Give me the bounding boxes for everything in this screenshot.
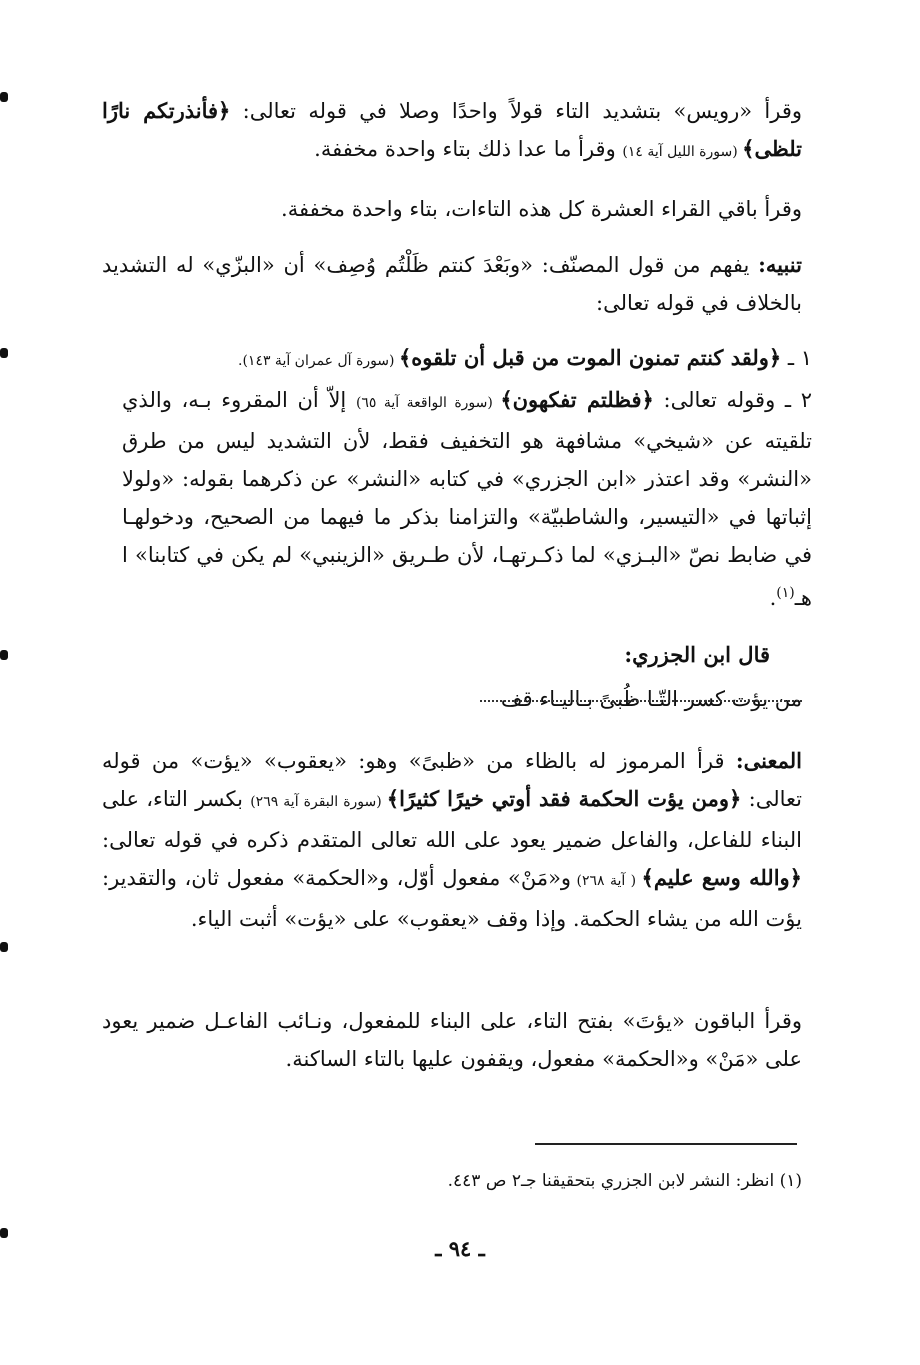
note-text: يفهم من قول المصنّف: «وبَعْدَ كنتم ظَلْتُم وُصِف» أن «البزّي» له التشديد بالخلاف في قوله تعالى:: [102, 253, 802, 315]
p4-text: قرأ المرموز له بالظاء من «ظبىً» وهو: «يعقوب» «يؤت» من قوله تعالى:: [102, 749, 802, 811]
item-text-body: إلاّ أن المقروء بـه، والذي تلقيته عن «شيخي» مشافهة هو التخفيف فقط، لأن التشديد ليس من طرق «النشر» وقد اعتذر «ابن الجزري» في كتابه «النشر» عن ذكرهما بقوله: «ولولا إثباتها في «التيسير، والشاطبيّة» والتزامنا بذكر ما فيهما من الصحيح، ودخولهـا في ضابط نصّ «البـزي» لما ذكـرتهـا، لأن طـريق «الزينبي» لم يكن في كتابنا» ا هـ: [122, 388, 812, 610]
quran-verse: ﴿فأنذرتكم نارًا تلظى﴾: [102, 98, 802, 161]
quran-verse: ﴿ومن يؤت الحكمة فقد أوتي خيرًا كثيرًا﴾: [386, 786, 742, 811]
margin-mark: [0, 92, 8, 102]
list-item-2: [122, 381, 812, 617]
verse-reference: (سورة آل عمران آية ١٤٣).: [238, 353, 399, 369]
footnote-rule: [535, 1143, 797, 1145]
footnote: (١) انظر: النشر لابن الجزري بتحقيقنا جـ٢ ص ٤٤٣.: [447, 1171, 802, 1191]
dotted-line: [480, 700, 802, 702]
verse-reference: (سورة البقرة آية ٢٦٩): [250, 794, 387, 810]
paragraph-1: [102, 92, 802, 171]
paragraph-5: وقرأ الباقون «يؤتَ» بفتح التاء، على البناء للمفعول، ونـائب الفاعـل ضمير يعود على «مَنْ» و«الحكمة» مفعول، ويقفون عليها بالتاء الساكنة.: [102, 1009, 802, 1071]
margin-mark: [0, 1228, 8, 1238]
paragraph-4: [102, 742, 802, 938]
verse-reference: (سورة الليل آية ١٤): [622, 144, 743, 160]
item-number: ١ ـ: [781, 346, 812, 370]
note-label: تنبيه:: [758, 252, 802, 277]
item-number: ٢ ـ: [775, 388, 813, 412]
p4-text-3: و«مَنْ» مفعول أوّل، و«الحكمة» مفعول ثان، والتقدير: يؤت الله من يشاء الحكمة. وإذا وقف «يعقوب» على «يؤت» أثبت الياء.: [102, 866, 802, 931]
meaning-label: المعنى:: [735, 748, 802, 773]
list-item-1: [238, 339, 812, 380]
verse-reference-2: ( آية ٢٦٨): [571, 873, 642, 889]
section-heading: قال ابن الجزري:: [624, 642, 770, 667]
p1-text: وقرأ «رويس» بتشديد التاء قولاً واحدًا وصلا في قوله تعالى:: [230, 99, 802, 123]
margin-mark: [0, 942, 8, 952]
page-number: ـ ٩٤ ـ: [435, 1236, 485, 1261]
p1-text-end: وقرأ ما عدا ذلك بتاء واحدة مخففة.: [314, 137, 623, 161]
p4-text-2: بكسر التاء، على البناء للفاعل، والفاعل ضمير يعود على الله تعالى المتقدم ذكره في قوله تعالى:: [102, 787, 802, 852]
item-text-end: .: [769, 586, 777, 610]
paragraph-3: [102, 246, 802, 322]
margin-mark: [0, 348, 8, 358]
poem-verse: من يؤت كسر التّـا ظُبىً بـاليـاء قف: [500, 687, 802, 711]
item-text: وقوله تعالى:: [653, 388, 776, 412]
quran-verse-2: ﴿والله وسع عليم﴾: [641, 865, 802, 890]
quran-verse: ﴿ولقد كنتم تمنون الموت من قبل أن تلقوه﴾: [398, 345, 782, 370]
paragraph-2: وقرأ باقي القراء العشرة كل هذه التاءات، بتاء واحدة مخففة.: [281, 197, 802, 221]
footnote-marker: (١): [776, 585, 795, 601]
verse-reference: (سورة الواقعة آية ٦٥): [355, 395, 501, 411]
quran-verse: ﴿فظلتم تفكهون﴾: [500, 387, 654, 412]
margin-mark: [0, 650, 8, 660]
